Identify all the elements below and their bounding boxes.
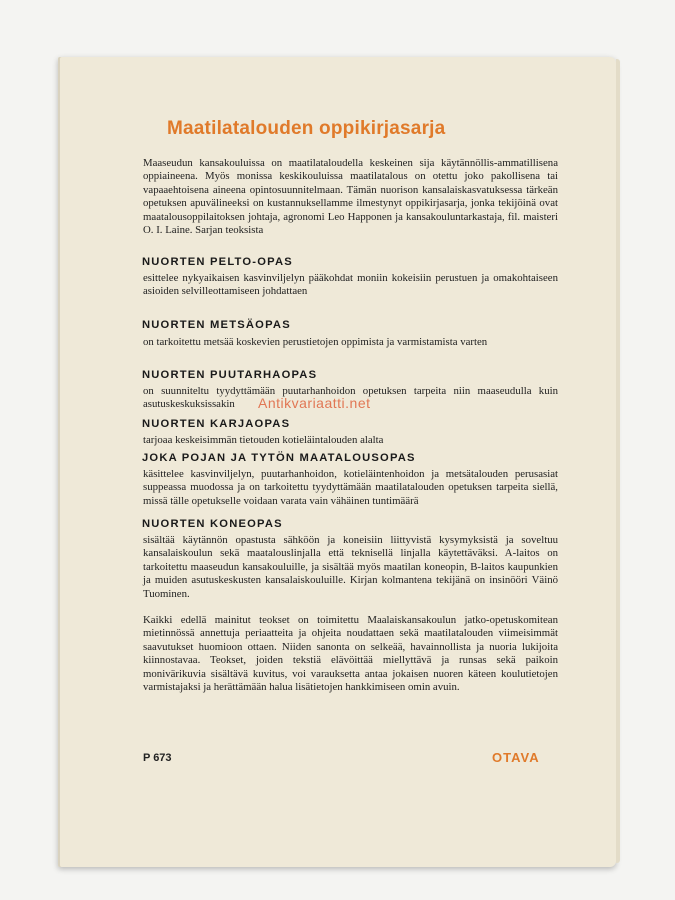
intro-paragraph: Maaseudun kansakouluissa on maatilataloudella keskeinen sija käytännöllis-ammatillisena oppiaineena. Myös monissa keskikouluissa maatilatalous on otettu joko pakollisena tai vapaaehtoisena aineena opintosuunnitelmaan. Tämän nuorison kansalaiskasvatuksessa tärkeän opetuksen apuvälineeksi on kustannuksellamme ilmestynyt oppikirjasarja, jonka tekijöinä ovat maatalousoppilaitoksen johtaja, agronomi Leo Happonen ja kansakouluntarkastaja, fil. maisteri O. I. Laine. Sarjan teoksista [143, 157, 558, 237]
book-text-kone: sisältää käytännön opastusta sähköön ja koneisiin liittyvistä kysymyksistä ja soveltuu kansalaiskoulun sekä maatalouslinjalla että teknisellä linjalla käytettäväksi. A-laitos on tarkoitettu maaseudun kansakouluille, ja sisältää myös maatilan koneopin, B-laitos kaupunkien ja muiden asutuskeskusten kansalaiskouluille. Kirjan kolmantena tekijänä on insinööri Väinö Tuominen. [143, 534, 558, 600]
closing-paragraph: Kaikki edellä mainitut teokset on toimitettu Maalaiskansakoulun jatko-opetuskomitean mietinnössä annettuja periaatteita ja ohjeita noudattaen sekä maatilatalouden viimeisimmät saavutukset huomioon ottaen. Niiden sanonta on selkeää, havainnollista ja nuoria lukijoita kiinnostavaa. Teokset, joiden tekstiä elävöittää miellyttävä ja runsas sekä paikoin monivärikuvia sisältävä kuvitus, voi varauksetta antaa jokaisen nuoren käteen koulutietojen varmistajaksi ja herättämään halua lisätietojen hankkimiseen omin avuin. [143, 614, 558, 694]
book-text-pelto: esittelee nykyaikaisen kasvinviljelyn pääkohdat moniin kokeisiin perustuen ja omakohtaiseen asioiden selvilleottamiseen johdattaen [143, 272, 558, 298]
book-heading-metsa: NUORTEN METSÄOPAS [142, 319, 291, 331]
series-title: Maatilatalouden oppikirjasarja [167, 118, 446, 139]
book-text-puutarha: on suunniteltu tyydyttämään puutarhanhoidon opetuksen tarpeita niin maaseudulla kuin asutuskeskuksissakin [143, 385, 558, 411]
book-edge [616, 59, 620, 863]
book-heading-karja: NUORTEN KARJAOPAS [142, 418, 291, 430]
watermark: Antikvariaatti.net [258, 395, 371, 411]
book-text-metsa: on tarkoitettu metsää koskevien perustietojen oppimista ja varmistamista varten [143, 336, 488, 348]
product-code: P 673 [143, 752, 172, 764]
publisher-logo: OTAVA [492, 750, 540, 765]
book-text-maatalous: käsittelee kasvinviljelyn, puutarhanhoidon, kotieläintenhoidon ja metsätalouden perusasiat suppeassa muodossa ja on tarkoitettu tyydyttämään maatilatalouden opetuksen tarpeita siellä, missä tälle opetukselle voidaan varata vain vähäinen tuntimäärä [143, 468, 558, 507]
book-heading-puutarha: NUORTEN PUUTARHAOPAS [142, 369, 318, 381]
book-heading-maatalous: JOKA POJAN JA TYTÖN MAATALOUSOPAS [142, 452, 416, 464]
book-heading-pelto: NUORTEN PELTO-OPAS [142, 256, 293, 268]
book-heading-kone: NUORTEN KONEOPAS [142, 518, 283, 530]
book-text-karja: tarjoaa keskeisimmän tietouden kotieläintalouden alalta [143, 434, 384, 446]
